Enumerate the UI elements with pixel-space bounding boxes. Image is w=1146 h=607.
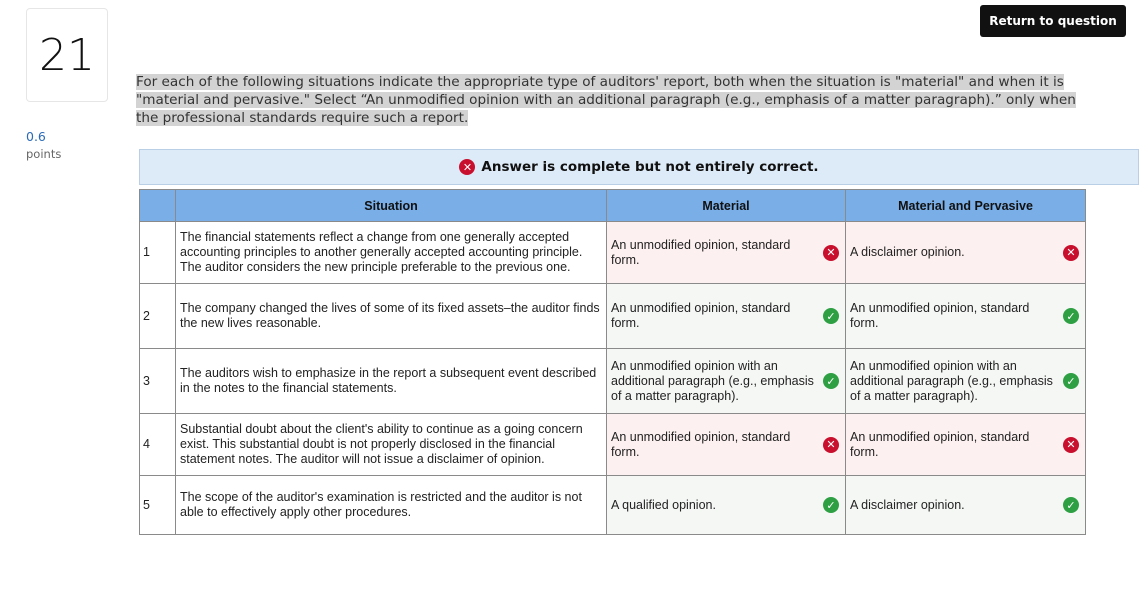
check-circle-icon: ✓ — [1063, 308, 1079, 324]
question-text — [136, 73, 1096, 128]
incorrect-icon: ✕ — [823, 437, 839, 453]
row-number: 4 — [140, 414, 176, 476]
pervasive-answer-cell[interactable] — [846, 222, 1086, 284]
material-answer-cell[interactable] — [607, 222, 846, 284]
check-circle-icon: ✓ — [1063, 497, 1079, 513]
material-answer: An unmodified opinion, standard form. — [611, 237, 791, 267]
pervasive-answer: An unmodified opinion, standard form. — [850, 301, 1030, 330]
material-answer-cell[interactable] — [607, 414, 846, 476]
points-label: points — [26, 147, 62, 161]
pervasive-answer-cell[interactable] — [846, 349, 1086, 414]
table-row — [140, 222, 1086, 284]
incorrect-icon: ✕ — [1063, 245, 1079, 261]
table-row — [140, 349, 1086, 414]
pervasive-answer: A disclaimer opinion. — [850, 245, 965, 259]
pervasive-answer-cell[interactable] — [846, 284, 1086, 349]
material-answer-cell[interactable] — [607, 349, 846, 414]
table-row — [140, 284, 1086, 349]
material-answer: An unmodified opinion, standard form. — [611, 301, 791, 330]
row-number: 1 — [140, 222, 176, 284]
column-header-material: Material — [607, 190, 846, 222]
check-circle-icon: ✓ — [823, 497, 839, 513]
column-header-number — [140, 190, 176, 222]
pervasive-answer-cell[interactable] — [846, 414, 1086, 476]
situation-cell: The auditors wish to emphasize in the report a subsequent event described in the notes to the financial statements. — [176, 349, 607, 414]
material-answer-cell[interactable] — [607, 476, 846, 535]
check-circle-icon: ✓ — [823, 308, 839, 324]
column-header-material-pervasive: Material and Pervasive — [846, 190, 1086, 222]
material-answer: An unmodified opinion, standard form. — [611, 429, 791, 459]
feedback-banner — [139, 149, 1139, 185]
question-text-highlight: For each of the following situations indicate the appropriate type of auditors' report, both when the situation is "material" and when it is "material and pervasive." Select “An unmodified opinion with an additional paragraph (e.g., emphasis of a matter paragraph).” only when the professional standards require such a report. — [136, 74, 1076, 127]
situation-cell: The company changed the lives of some of its fixed assets–the auditor finds the new lives reasonable. — [176, 284, 607, 349]
x-circle-icon: ✕ — [459, 159, 475, 175]
table-row — [140, 476, 1086, 535]
check-circle-icon: ✓ — [1063, 373, 1079, 389]
pervasive-answer: An unmodified opinion, standard form. — [850, 429, 1030, 459]
table-header-row — [140, 190, 1086, 222]
points-value: 0.6 — [26, 129, 46, 144]
feedback-text: Answer is complete but not entirely correct. — [481, 159, 819, 175]
pervasive-answer-cell[interactable] — [846, 476, 1086, 535]
row-number: 5 — [140, 476, 176, 535]
row-number: 2 — [140, 284, 176, 349]
material-answer-cell[interactable] — [607, 284, 846, 349]
return-to-question-button[interactable]: Return to question — [980, 5, 1126, 37]
check-circle-icon: ✓ — [823, 373, 839, 389]
material-answer: A qualified opinion. — [611, 497, 716, 512]
situation-cell: Substantial doubt about the client's ability to continue as a going concern exist. This substantial doubt is not properly disclosed in the financial statement notes. The auditor will not issue a disclaimer of opinion. — [176, 414, 607, 476]
answer-table — [139, 189, 1086, 535]
pervasive-answer: A disclaimer opinion. — [850, 497, 965, 512]
column-header-situation: Situation — [176, 190, 607, 222]
material-answer: An unmodified opinion with an additional paragraph (e.g., emphasis of a matter paragraph). — [611, 358, 814, 403]
row-number: 3 — [140, 349, 176, 414]
table-row — [140, 414, 1086, 476]
question-number: 21 — [26, 8, 108, 102]
incorrect-icon: ✕ — [823, 245, 839, 261]
situation-cell: The financial statements reflect a change from one generally accepted accounting principles to another generally accepted accounting principle. The auditor considers the new principle preferable to the previous one. — [176, 222, 607, 284]
pervasive-answer: An unmodified opinion with an additional paragraph (e.g., emphasis of a matter paragraph). — [850, 358, 1053, 403]
incorrect-icon: ✕ — [1063, 437, 1079, 453]
situation-cell: The scope of the auditor's examination is restricted and the auditor is not able to effectively apply other procedures. — [176, 476, 607, 535]
